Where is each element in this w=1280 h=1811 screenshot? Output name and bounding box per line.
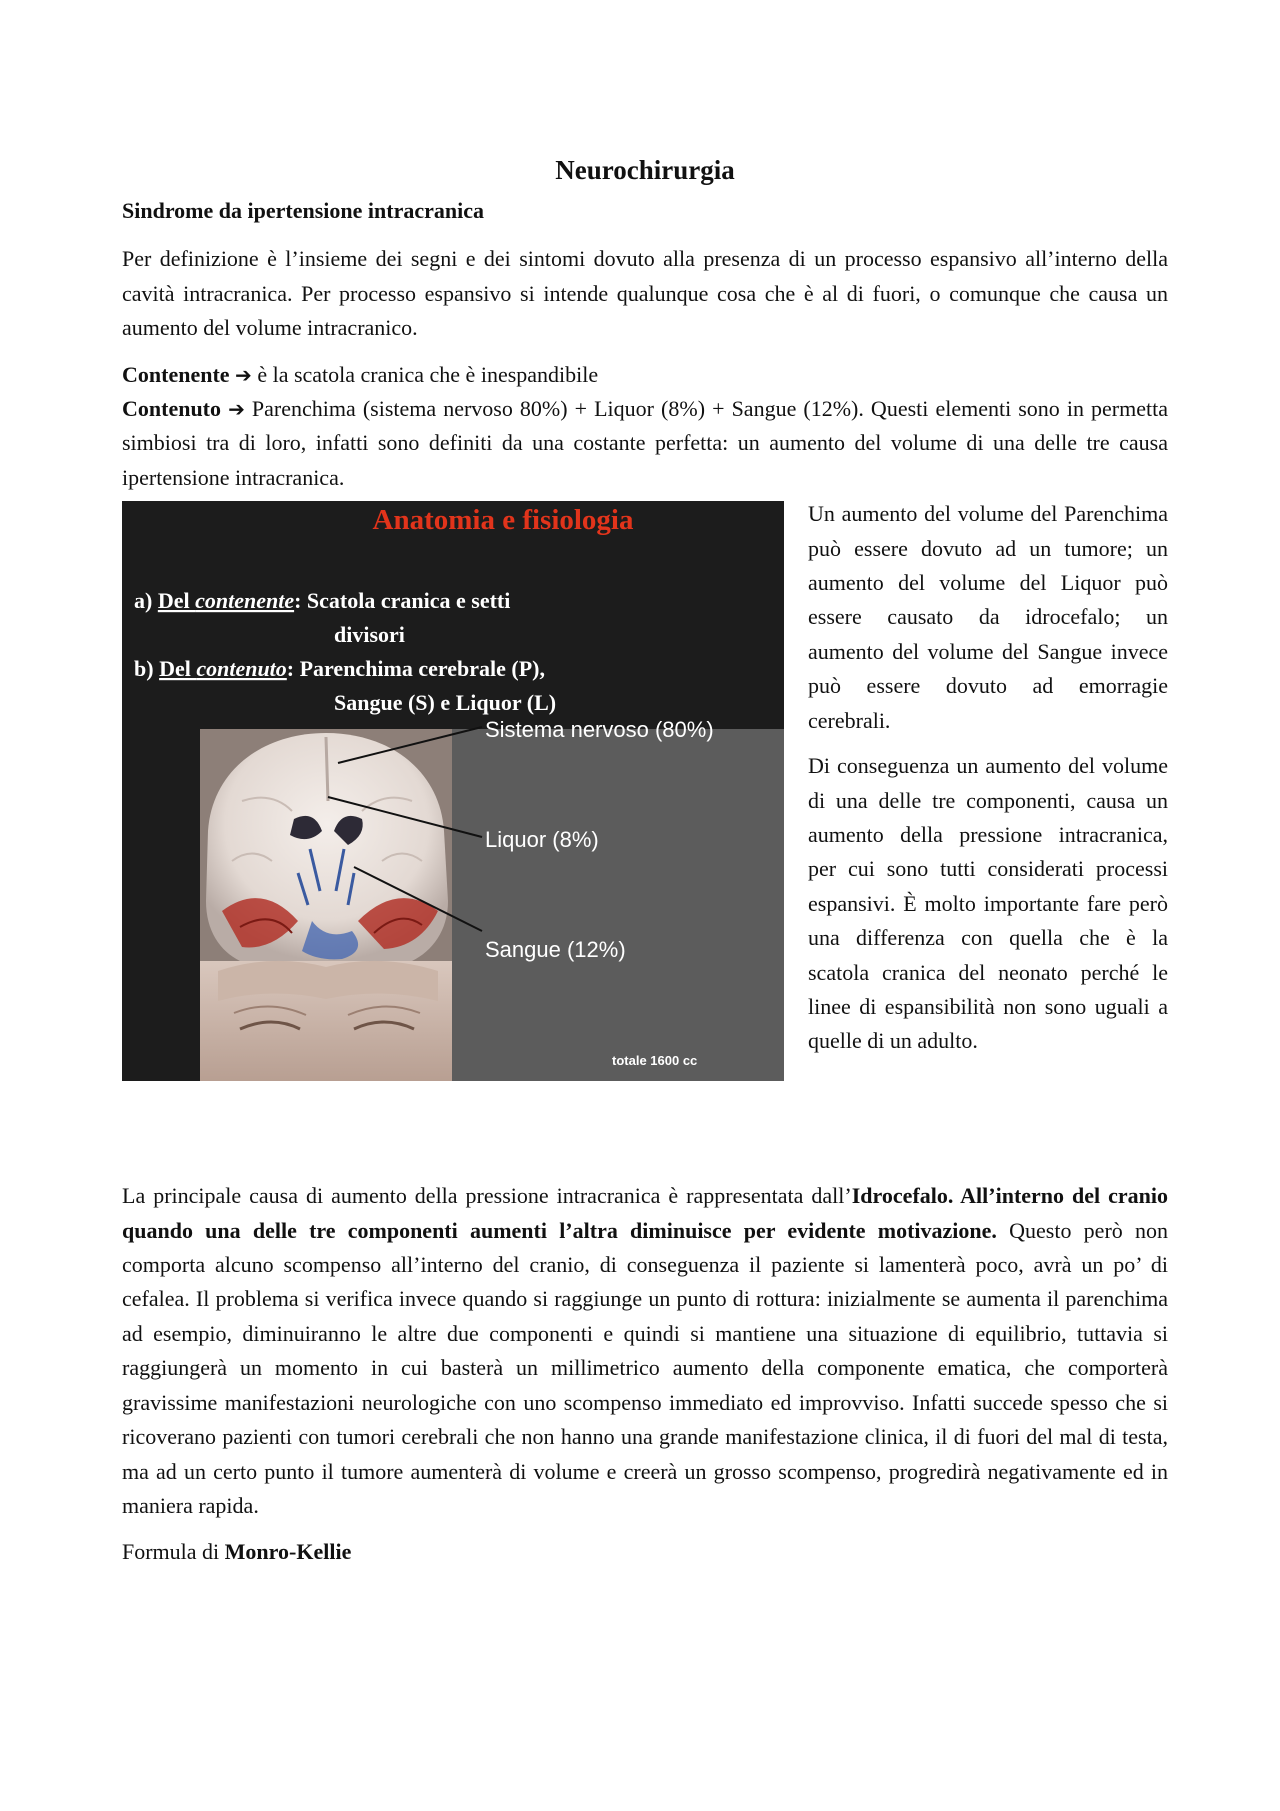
arrow-right-icon: ➔ xyxy=(235,362,252,387)
section-heading: Sindrome da ipertensione intracranica xyxy=(122,198,484,223)
slide-line-a-cont: divisori xyxy=(334,622,405,648)
main-paragraph-bold: Idrocefalo. All’interno del cranio quando una delle tre componenti aumenti l’altra diminuisce per evidente motivazione. xyxy=(122,1183,1168,1243)
formula-name: Monro-Kellie xyxy=(224,1539,352,1565)
side-paragraph-1: Un aumento del volume del Parenchima può essere dovuto ad un tumore; un aumento del volume del Liquor può essere causato da idrocefalo; un aumento del volume del Sangue invece può essere dovuto ad emorragie cerebrali. xyxy=(808,501,1168,733)
contenuto-label: Contenuto xyxy=(122,396,222,422)
side-text-column xyxy=(808,497,1168,1059)
main-paragraph xyxy=(122,1179,1168,1523)
main-body xyxy=(122,1179,1168,1569)
contenuto-paragraph xyxy=(122,392,1168,495)
main-paragraph-start: La principale causa di aumento della pressione intracranica è rappresentata dall’ xyxy=(122,1183,852,1209)
arrow-right-icon: ➔ xyxy=(228,397,245,422)
figure-row xyxy=(122,497,1168,1179)
slide-label-panel xyxy=(452,729,784,1081)
page-title: Neurochirurgia xyxy=(555,155,735,185)
slide-line-b: b) Del contenuto: Parenchima cerebrale (P), xyxy=(134,656,545,682)
contenente-text: è la scatola cranica che è inespandibile xyxy=(251,361,599,387)
slide-line-a: a) Del contenente: Scatola cranica e setti xyxy=(134,588,511,614)
document-page xyxy=(122,150,1168,1582)
contenente-line xyxy=(122,358,1168,392)
label-sangue: Sangue (12%) xyxy=(485,937,626,963)
label-sistema-nervoso: Sistema nervoso (80%) xyxy=(485,717,714,743)
intro-paragraph: Per definizione è l’insieme dei segni e dei sintomi dovuto alla presenza di un processo espansivo all’interno della cavità intracranica. Per processo espansivo si intende qualunque cosa che è al di fuori, o comunque che causa un aumento del volume intracranico. xyxy=(122,246,1168,341)
main-paragraph-rest: Questo però non comporta alcuno scompenso all’interno del cranio, di conseguenza il paziente si lamenterà poco, avrà un po’ di cefalea. Il problema si verifica invece quando si raggiunge un punto di rottura: inizialmente se aumenta il parenchima ad esempio, diminuiranno le altre due componenti e quindi si mantiene una situazione di equilibrio, tuttavia si raggiungerà un momento in cui basterà un millimetrico aumento della componente ematica, che comporterà gravissime manifestazioni neurologiche con uno scompenso immediato ed improvviso. Infatti succede spesso che si ricoverano pazienti con tumori cerebrali che non hanno una grande manifestazione clinica, il di fuori del mal di testa, ma ad un certo punto il tumore aumenterà di volume e creerà un grosso scompenso, progredirà negativamente ed in maniera rapida. xyxy=(122,1217,1168,1518)
formula-prefix: Formula di xyxy=(122,1539,225,1565)
anatomy-slide-figure xyxy=(122,501,784,1081)
contenuto-text: Parenchima (sistema nervoso 80%) + Liquor (8%) + Sangue (12%). Questi elementi sono in permetta simbiosi tra di loro, infatti sono definiti da una costante perfetta: un aumento del volume di una delle tre causa ipertensione intracranica. xyxy=(122,396,1169,490)
slide-line-b-cont: Sangue (S) e Liquor (L) xyxy=(334,690,557,716)
brain-section-image xyxy=(200,729,452,1081)
slide-title: Anatomia e fisiologia xyxy=(372,504,634,537)
formula-line xyxy=(122,1535,1168,1569)
side-paragraph-2: Di conseguenza un aumento del volume di una delle tre componenti, causa un aumento della pressione intracranica, per cui sono tutti considerati processi espansivi. È molto importante fare però una differenza con quella che è la scatola cranica del neonato perché le linee di espansibilità non sono uguali a quelle di un adulto. xyxy=(808,753,1168,1054)
label-totale: totale 1600 cc xyxy=(612,1053,698,1069)
label-liquor: Liquor (8%) xyxy=(485,827,599,853)
contenente-label: Contenente xyxy=(122,361,230,387)
